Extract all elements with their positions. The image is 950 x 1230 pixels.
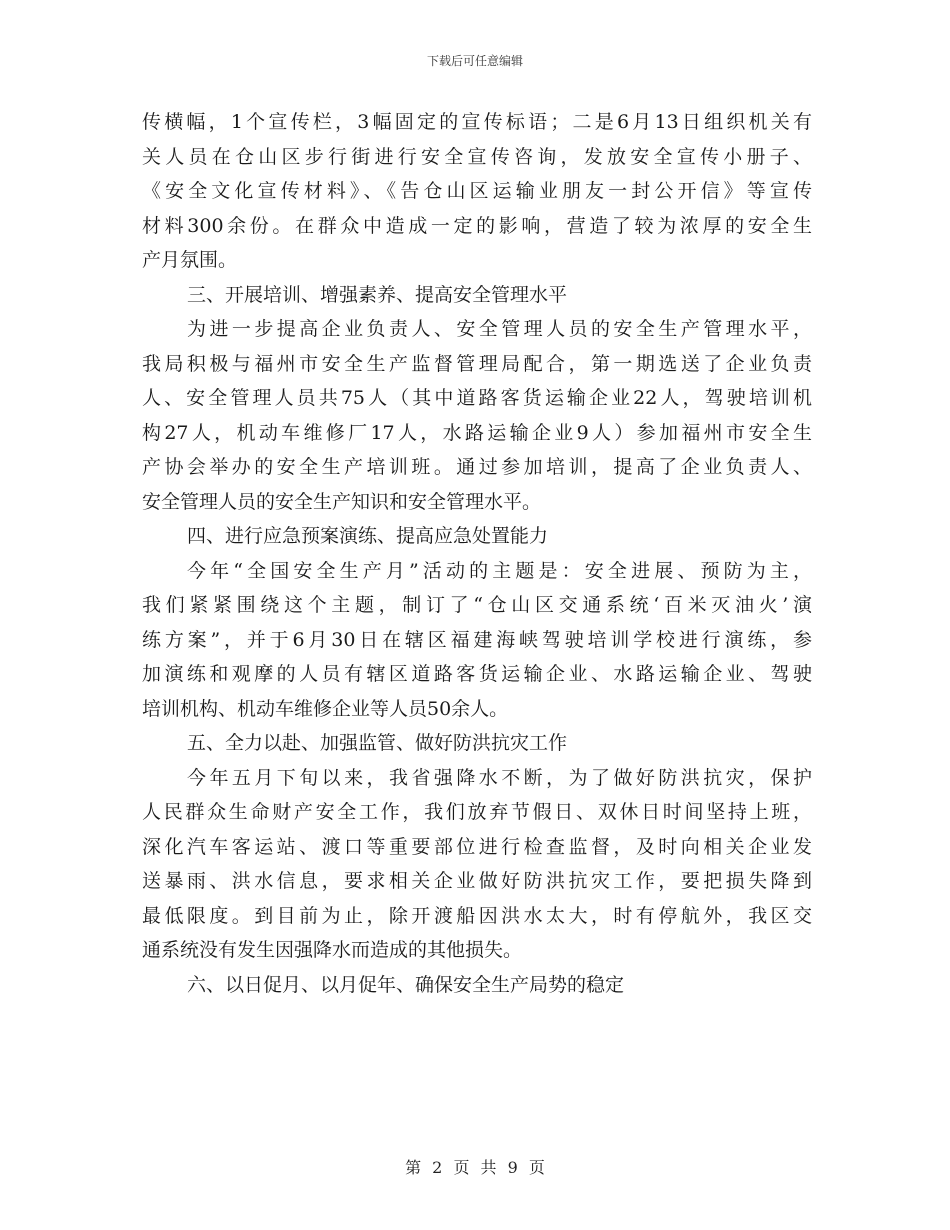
text-line: 产协会举办的安全生产培训班。通过参加培训，提高了企业负责人、: [142, 456, 812, 478]
text-line: 构27人，机动车维修厂17人，水路运输企业9人）参加福州市安全生: [142, 421, 812, 444]
text-line: 送暴雨、洪水信息，要求相关企业做好防洪抗灾工作，要把损失降到: [142, 870, 812, 892]
text-line: 三、开展培训、增强素养、提高安全管理水平: [187, 283, 568, 306]
text-line: 关人员在仓山区步行街进行安全宣传咨询，发放安全宣传小册子、: [142, 145, 812, 168]
text-line: 我局积极与福州市安全生产监督管理局配合，第一期选送了企业负责: [142, 352, 812, 375]
document-body: [142, 105, 812, 1002]
text-line: 四、进行应急预案演练、提高应急处置能力: [187, 525, 549, 547]
text-line: 为进一步提高企业负责人、安全管理人员的安全生产管理水平，: [187, 318, 812, 340]
text-line: 深化汽车客运站、渡口等重要部位进行检查监督，及时向相关企业发: [142, 835, 812, 858]
text-line: 培训机构、机动车维修企业等人员50余人。: [142, 697, 509, 720]
text-line: 安全管理人员的安全生产知识和安全管理水平。: [142, 490, 542, 513]
text-line: 产月氛围。: [142, 249, 238, 271]
text-line: 练方案”，并于6月30日在辖区福建海峡驾驶培训学校进行演练，参: [142, 628, 812, 651]
text-line: 六、以日促月、以月促年、确保安全生产局势的稳定: [187, 973, 625, 996]
text-line: 我们紧紧围绕这个主题，制订了“仓山区交通系统‘百米灭油火’演: [142, 594, 812, 616]
text-line: 材料300余份。在群众中造成一定的影响，营造了较为浓厚的安全生: [142, 214, 812, 237]
page-footer: 第 2 页 共 9 页: [405, 1158, 545, 1177]
text-line: 传横幅，1个宣传栏，3幅固定的宣传标语；二是6月13日组织机关有: [142, 111, 812, 133]
text-line: 今年五月下旬以来，我省强降水不断，为了做好防洪抗灾，保护: [187, 766, 812, 789]
text-line: 今年“全国安全生产月”活动的主题是：安全进展、预防为主，: [187, 559, 812, 582]
text-line: 最低限度。到目前为止，除开渡船因洪水太大，时有停航外，我区交: [142, 904, 812, 927]
text-line: 《安全文化宣传材料》、《告仓山区运输业朋友一封公开信》等宣传: [142, 180, 812, 202]
text-line: 人、安全管理人员共75人（其中道路客货运输企业22人，驾驶培训机: [142, 387, 812, 409]
page-header: 下载后可任意编辑: [426, 54, 523, 68]
text-line: 人民群众生命财产安全工作，我们放弃节假日、双休日时间坚持上班，: [142, 801, 812, 823]
text-line: 五、全力以赴、加强监管、做好防洪抗灾工作: [187, 732, 568, 754]
text-line: 通系统没有发生因强降水而造成的其他损失。: [142, 939, 523, 961]
text-line: 加演练和观摩的人员有辖区道路客货运输企业、水路运输企业、驾驶: [142, 663, 812, 685]
